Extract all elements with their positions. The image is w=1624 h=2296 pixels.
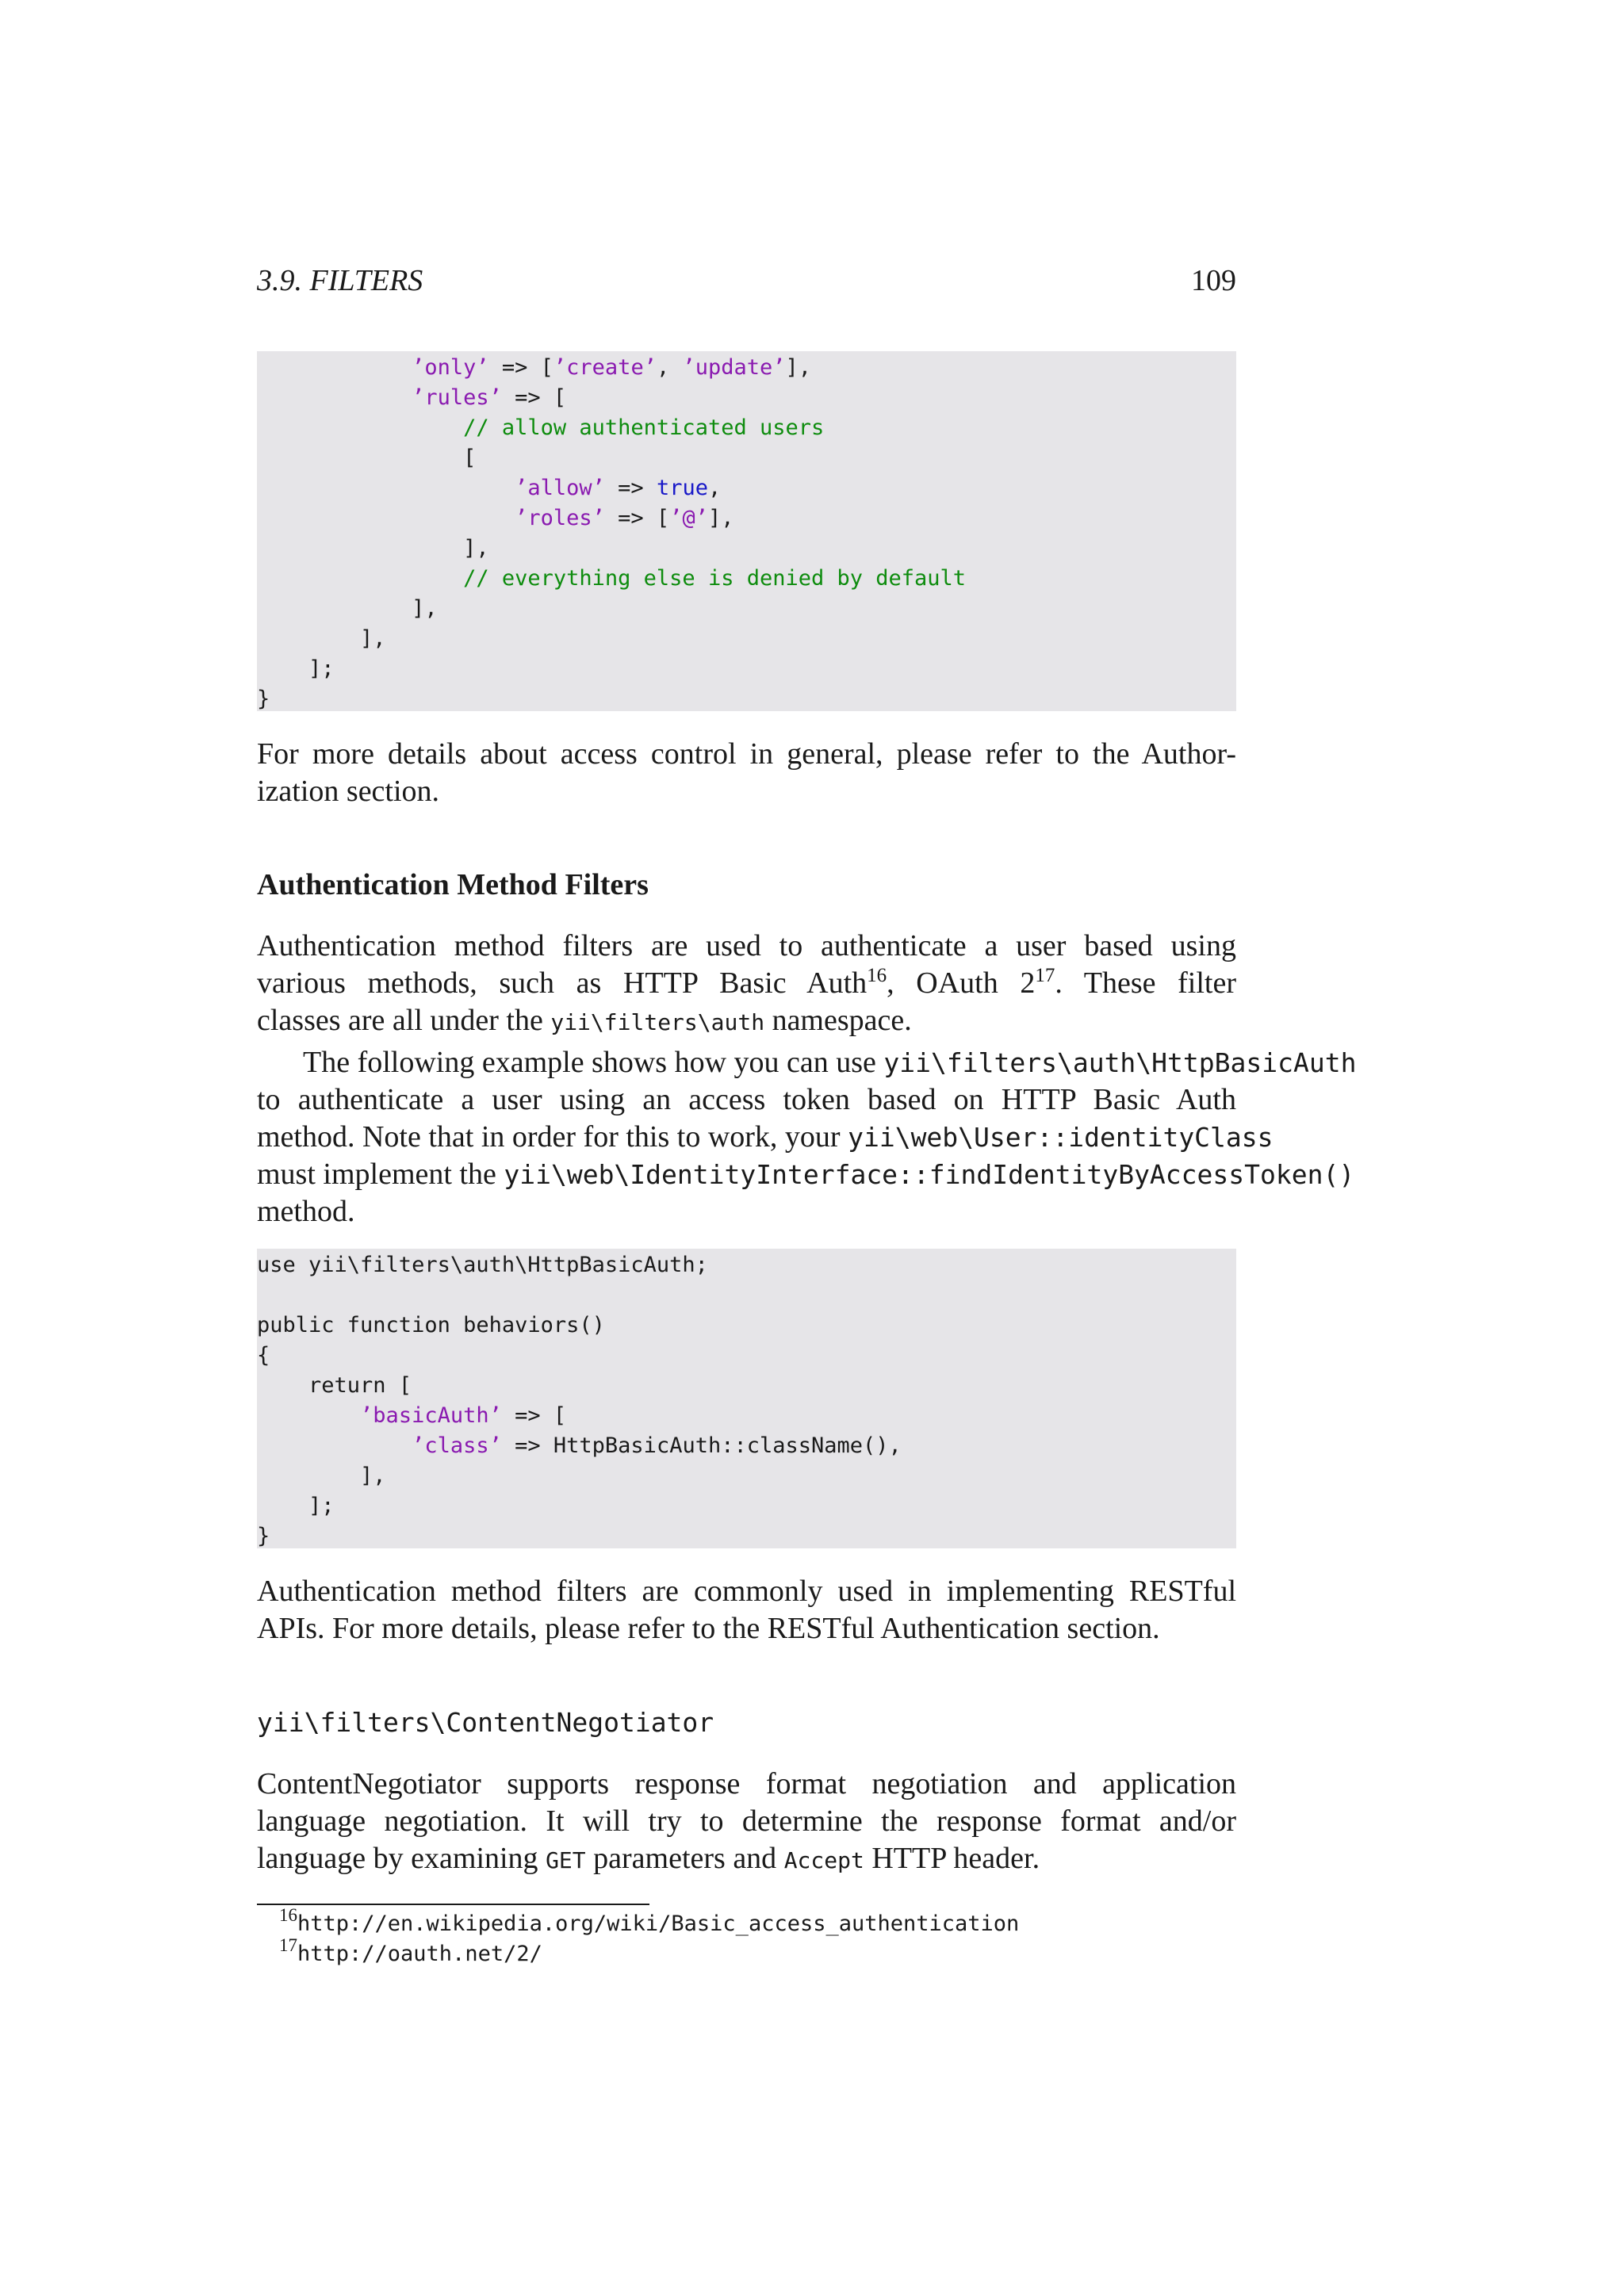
- text-line: For more details about access control in general, please refer to the Author-: [257, 737, 1236, 771]
- paragraph-restful: [257, 1573, 1236, 1647]
- text-line: language negotiation. It will try to determine the response format and/or: [257, 1804, 1236, 1838]
- code-line: ],: [463, 536, 489, 561]
- code-line: ’rules’ => [: [412, 385, 567, 410]
- code-line: ’allow’ => true,: [515, 476, 722, 500]
- paragraph-example: [257, 1044, 1357, 1230]
- text-line: method. Note that in order for this to work, your yii\web\User::identityClass: [257, 1120, 1274, 1154]
- code-line: [: [463, 446, 477, 470]
- code-line: ’class’ => HttpBasicAuth::className(),: [412, 1433, 902, 1458]
- code-line: // everything else is denied by default: [463, 566, 967, 591]
- footnote-17: 17http://oauth.net/2/: [279, 1935, 542, 1966]
- code-line: ];: [308, 1494, 335, 1518]
- code-line: {: [257, 1343, 270, 1368]
- paragraph-auth-intro: [257, 928, 1236, 1039]
- text-line: ContentNegotiator supports response format negotiation and application: [257, 1767, 1236, 1800]
- text-line: must implement the yii\web\IdentityInterface::findIdentityByAccessToken(): [257, 1158, 1355, 1191]
- paragraph-content-negotiator: [257, 1766, 1236, 1877]
- text-line: Authentication method filters are used to authenticate a user based using: [257, 929, 1236, 962]
- heading-authentication-method-filters: Authentication Method Filters: [257, 868, 649, 901]
- footnote-ref-16[interactable]: 16: [867, 965, 887, 986]
- code-line: use yii\filters\auth\HttpBasicAuth;: [257, 1253, 708, 1277]
- text-line: Authentication method filters are commonly used in implementing RESTful: [257, 1575, 1236, 1608]
- code-line: ],: [412, 596, 438, 621]
- heading-content-negotiator: yii\filters\ContentNegotiator: [257, 1707, 714, 1738]
- running-header: [257, 262, 1236, 300]
- code-line: ],: [360, 1464, 386, 1488]
- paragraph-access-control: [257, 736, 1236, 810]
- text-line: classes are all under the yii\filters\auth namespace.: [257, 1004, 912, 1037]
- text-line: ization section.: [257, 775, 440, 808]
- footnote-16: 16http://en.wikipedia.org/wiki/Basic_access_authentication: [279, 1905, 1020, 1936]
- code-line: ’basicAuth’ => [: [360, 1403, 567, 1428]
- code-line: public function behaviors(): [257, 1313, 605, 1337]
- code-line: ],: [360, 626, 386, 651]
- section-title: 3.9. FILTERS: [257, 264, 423, 297]
- footnote-link-16[interactable]: http://en.wikipedia.org/wiki/Basic_access_authentication: [297, 1911, 1020, 1936]
- code-accept: Accept: [783, 1847, 864, 1873]
- text-line: various methods, such as HTTP Basic Auth$^{16}$, OAuth $2^{17}$. These filter: [257, 965, 1236, 1000]
- code-block-access-rules: [257, 351, 1236, 711]
- method-reference-findidentity: yii\web\IdentityInterface::findIdentityByAccessToken(): [504, 1159, 1355, 1190]
- footnote-ref-17[interactable]: 17: [1035, 965, 1055, 986]
- footnote-rule: [257, 1904, 649, 1905]
- code-block-basic-auth: [257, 1249, 1236, 1548]
- namespace-code: yii\filters\auth: [550, 1009, 765, 1035]
- code-line: // allow authenticated users: [463, 415, 825, 440]
- text-line: method.: [257, 1195, 355, 1228]
- class-reference-identityclass: yii\web\User::identityClass: [848, 1122, 1274, 1153]
- code-line: ’roles’ => [’@’],: [515, 506, 734, 530]
- code-line: }: [257, 1524, 270, 1548]
- text-line: The following example shows how you can use yii\filters\auth\HttpBasicAuth: [303, 1046, 1357, 1079]
- code-line: return [: [308, 1373, 412, 1398]
- text-line: APIs. For more details, please refer to the RESTful Authentication section.: [257, 1612, 1160, 1645]
- code-get: GET: [546, 1847, 586, 1873]
- text-line: language by examining GET parameters and Accept HTTP header.: [257, 1842, 1040, 1875]
- footnote-link-17[interactable]: http://oauth.net/2/: [297, 1942, 542, 1966]
- text-line: to authenticate a user using an access token based on HTTP Basic Auth: [257, 1083, 1236, 1116]
- code-line: }: [257, 687, 270, 711]
- code-line: ];: [308, 656, 335, 681]
- page-number: 109: [1191, 264, 1236, 297]
- class-reference-httpbasicauth: yii\filters\auth\HttpBasicAuth: [883, 1047, 1357, 1078]
- code-line: ’only’ => [’create’, ’update’],: [412, 355, 812, 380]
